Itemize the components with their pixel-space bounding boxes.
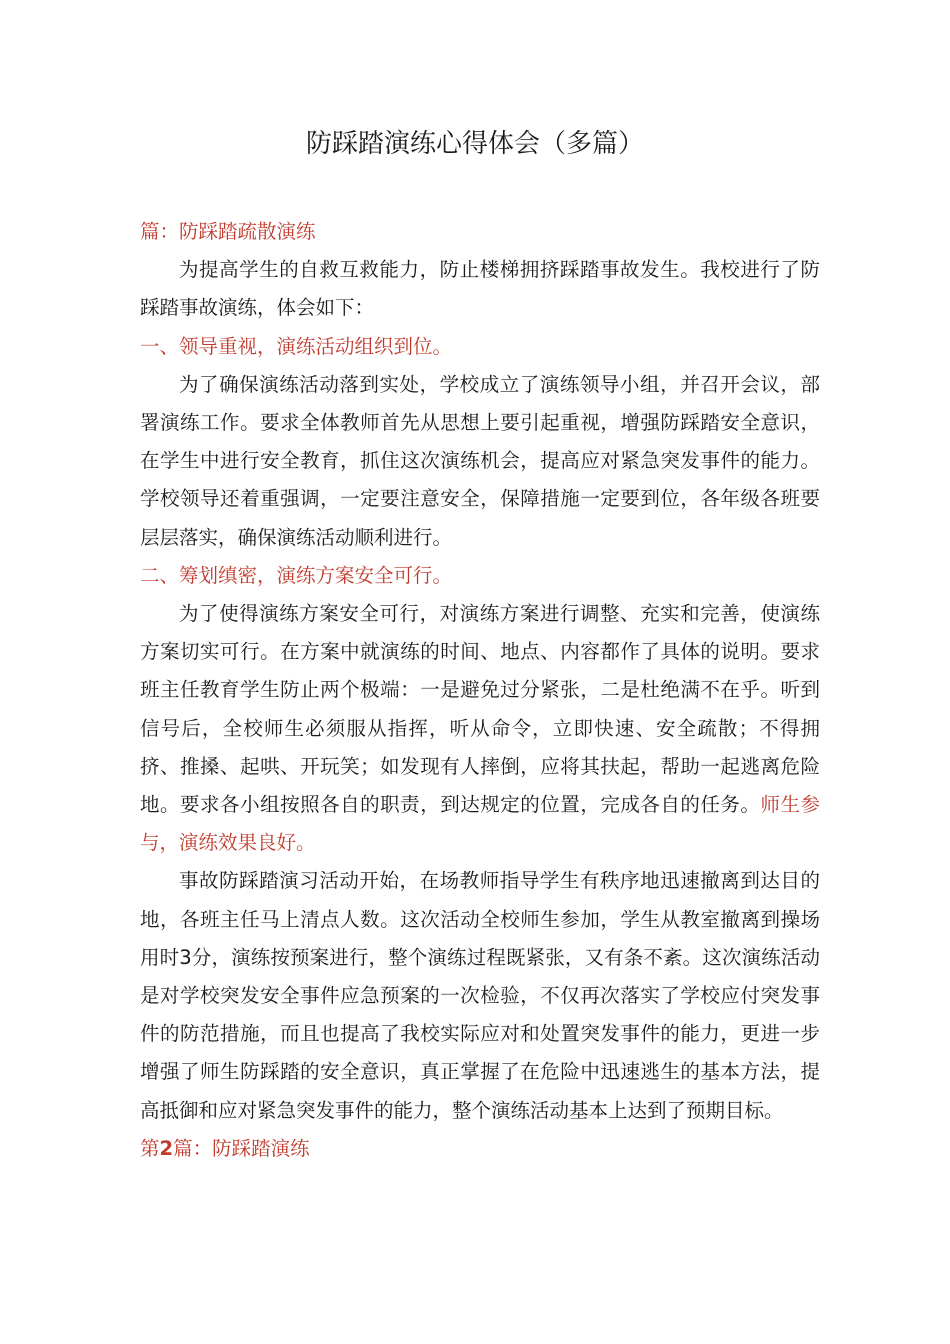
subsection3-body: 事故防踩踏演习活动开始，在场教师指导学生有秩序地迅速撤离到达目的地，各班主任马上清点人数。这次活动全校师生参加，学生从教室撤离到操场用时3分，演练按预案进行，整个演练过程既紧张，又有条不紊。这次演练活动是对学校突发安全事件应急预案的一次检验，不仅再次落实了学校应付突发事件的防范措施，而且也提高了我校实际应对和处置突发事件的能力，更进一步增强了师生防踩踏的安全意识，真正掌握了在危险中迅速逃生的基本方法，提高抵御和应对紧急突发事件的能力，整个演练活动基本上达到了预期目标。 (140, 869, 820, 1122)
section1-intro: 为提高学生的自救互救能力，防止楼梯拥挤踩踏事故发生。我校进行了防踩踏事故演练，体会如下： (140, 258, 820, 320)
document-title: 防踩踏演练心得体会（多篇） (305, 129, 644, 159)
section2-heading (140, 1130, 820, 1168)
document-body (140, 213, 820, 1168)
section2-heading-prefix: 第 (140, 1136, 160, 1160)
subsection1-body: 为了确保演练活动落到实处，学校成立了演练领导小组，并召开会议，部署演练工作。要求全体教师首先从思想上要引起重视，增强防踩踏安全意识，在学生中进行安全教育，抓住这次演练机会，提高应对紧急突发事件的能力。学校领导还着重强调，一定要注意安全，保障措施一定要到位，各年级各班要层层落实，确保演练活动顺利进行。 (140, 372, 820, 549)
section2-heading-suffix: 篇：防踩踏演练 (173, 1136, 310, 1160)
section2-heading-number: 2 (159, 1136, 174, 1160)
section1-heading: 篇：防踩踏疏散演练 (140, 220, 316, 243)
subsection1-heading: 一、领导重视，演练活动组织到位。 (140, 334, 453, 358)
subsection3-heading: 师生参与，演练效果良好。 (140, 793, 820, 855)
subsection2-heading: 二、筹划缜密，演练方案安全可行。 (140, 563, 453, 587)
subsection2-body-text: 为了使得演练方案安全可行，对演练方案进行调整、充实和完善，使演练方案切实可行。在方案中就演练的时间、地点、内容都作了具体的说明。要求班主任教育学生防止两个极端：一是避免过分紧张，二是杜绝满不在乎。听到信号后，全校师生必须服从指挥，听从命令，立即快速、安全疏散；不得拥挤、推搡、起哄、开玩笑；如发现有人摔倒，应将其扶起，帮助一起逃离危险地。要求各小组按照各自的职责，到达规定的位置，完成各自的任务。 (140, 602, 820, 817)
subsection2-body (140, 595, 820, 862)
